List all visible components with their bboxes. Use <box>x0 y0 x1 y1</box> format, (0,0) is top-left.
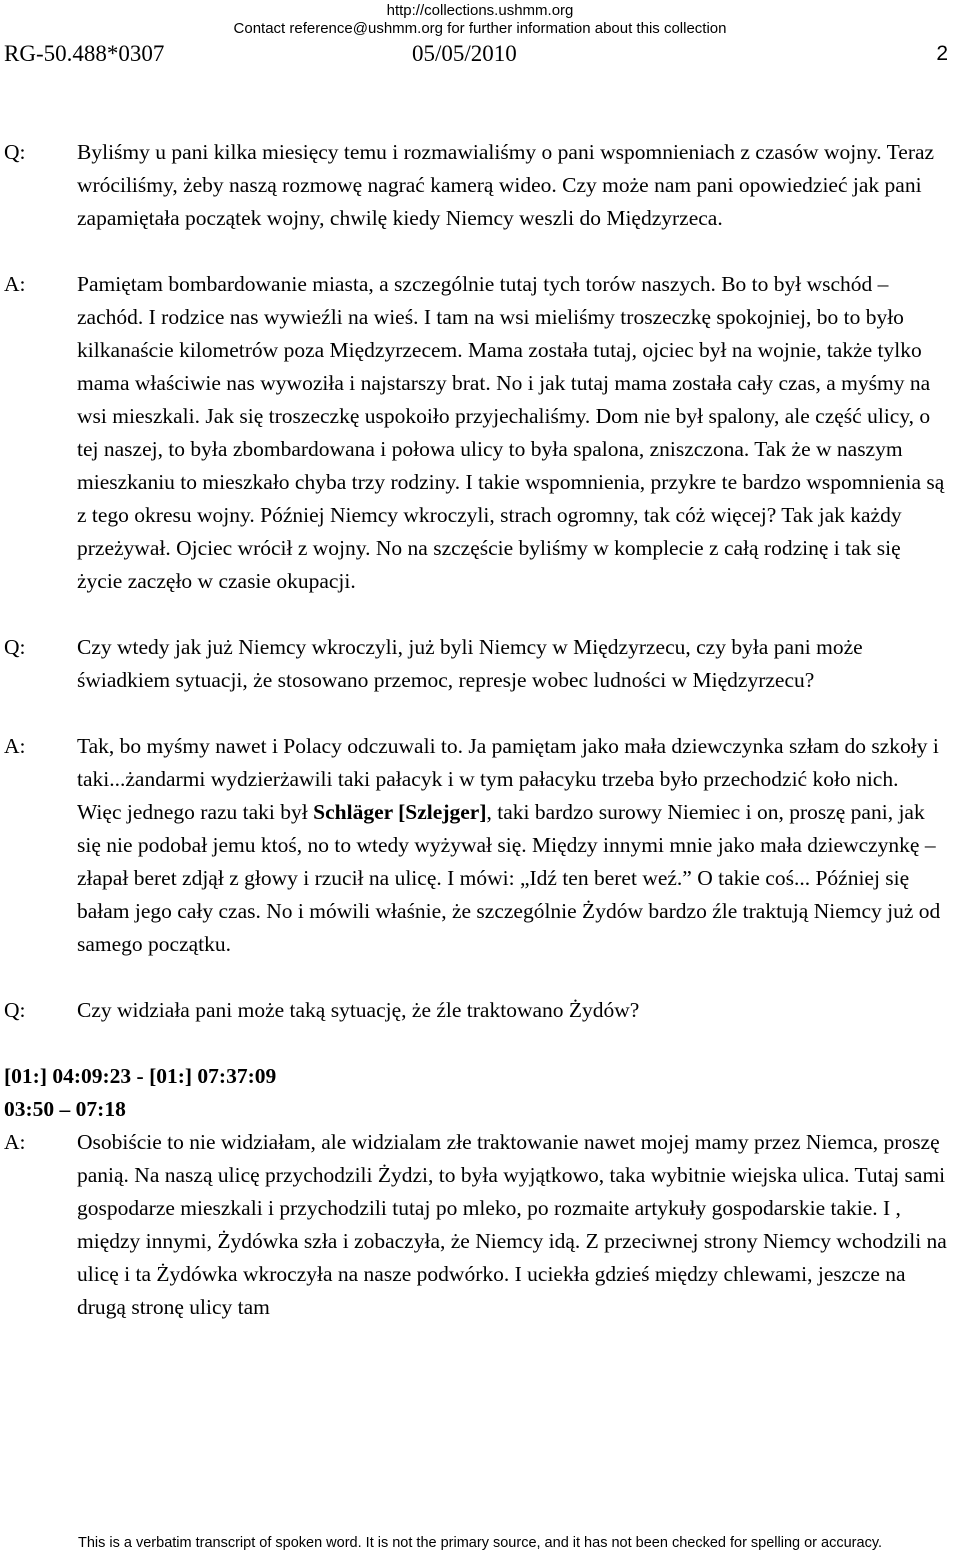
document-date: 05/05/2010 <box>412 41 517 66</box>
entry-text: Pamiętam bombardowanie miasta, a szczególnie tutaj tych torów naszych. Bo to był wschód – zachód. I rodzice nas wywieźli na wieś. I tam na wsi mieliśmy troszeczkę spokojniej, bo to było kilkanaście kilometrów poza Międzyrzecem. Mama została tutaj, ojciec był na wojnie, także tylko mama właściwie nas wywoziła i najstarszy brat. No i jak tutaj mama została cały czas, a myśmy na wsi mieszkali. Jak się troszeczkę uspokoiło przyjechaliśmy. Dom nie był spalony, ale część ulicy, o tej naszej, to była zbombardowana i połowa ulicy to była spalona, zniszczona. Tak że w naszym mieszkaniu to mieszkało chyba trzy rodziny. I takie wspomnienia, przykre te bardzo wspomnienia są z tego okresu wojny. Później Niemcy wkroczyli, strach ogromny, tak cóż więcej? Tak jak każdy przeżywał. Ojciec wrócił z wojny. No na szczęście byliśmy w komplecie z całą rodzinę i tak się życie zaczęło w czasie okupacji. <box>77 272 945 593</box>
document-id: RG-50.488*0307 <box>4 41 165 66</box>
collection-url: http://collections.ushmm.org <box>386 2 574 19</box>
disclaimer-footer: This is a verbatim transcript of spoken word. It is not the primary source, and it has not been checked for spelling or accuracy. <box>77 1535 883 1551</box>
transcript-entry <box>0 136 947 235</box>
speaker-label: Q: <box>4 140 26 164</box>
timecode-relative: 03:50 – 07:18 <box>4 1097 126 1121</box>
transcript-body <box>0 136 960 1357</box>
entry-text-part: Tak, bo myśmy nawet i Polacy odczuwali to. Ja pamiętam jako mała dziewczynka szłam do szkoły i taki...żandarmi wydzierżawili taki pałacyk i w tym pałacyku trzeba było przechodzić koło nich. Więc jednego razu taki był <box>77 734 939 824</box>
entry-text: Czy widziała pani może taką sytuację, że źle traktowano Żydów? <box>77 998 640 1022</box>
speaker-label: A: <box>4 1130 26 1154</box>
speaker-label: A: <box>4 734 26 758</box>
transcript-entry <box>0 631 947 697</box>
entry-text: Czy wtedy jak już Niemcy wkroczyli, już byli Niemcy w Międzyrzecu, czy była pani może świadkiem sytuacji, że stosowano przemoc, represje wobec ludności w Międzyrzecu? <box>77 635 863 692</box>
bold-name: Schläger [Szlejger] <box>313 800 487 824</box>
page-number: 2 <box>936 42 948 65</box>
entry-text: Osobiście to nie widziałam, ale widzialam złe traktowanie nawet mojej mamy przez Niemca, proszę panią. Na naszą ulicę przychodzili Żydzi, to była wyjątkowo, taka wybitnie wiejska ulica. Tutaj sami gospodarze mieszkali i przychodzili tutaj po mleko, po rozmaite artykuły gospodarskie takie. I , między innymi, Żydówka szła i zobaczyła, że Niemcy idą. Z przeciwnej strony Niemcy wchodzili na ulicę i ta Żydówka wkroczyła na nasze podwórko. I uciekła gdzieś między chlewami, jeszcze na drugą stronę ulicy tam <box>77 1130 947 1319</box>
entry-text: Byliśmy u pani kilka miesięcy temu i rozmawialiśmy o pani wspomnieniach z czasów wojny. Teraz wróciliśmy, żeby naszą rozmowę nagrać kamerą wideo. Czy może nam pani opowiedzieć jak pani zapamiętała początek wojny, chwilę kiedy Niemcy weszli do Międzyrzeca. <box>77 140 935 230</box>
transcript-entry <box>0 1126 947 1324</box>
contact-line: Contact reference@ushmm.org for further information about this collection <box>233 20 727 37</box>
speaker-label: A: <box>4 272 26 296</box>
entry-text-part: , taki bardzo surowy Niemiec i on, proszę pani, jak się nie podobał jemu ktoś, no to wtedy wyżywał się. Między innymi mnie jako mała dziewczynkę – złapał beret zdjął z głowy i rzucił na ulicę. I mówi: „Idź ten beret weź.” O takie coś... Później się bałam jego cały czas. No i mówili właśnie, że szczególnie Żydów bardzo źle traktują Niemcy już od samego początku. <box>77 800 941 956</box>
transcript-entry <box>0 268 947 598</box>
transcript-entry <box>0 730 947 961</box>
speaker-label: Q: <box>4 635 26 659</box>
entry-text <box>77 730 947 961</box>
transcript-entry <box>0 994 947 1027</box>
speaker-label: Q: <box>4 998 26 1022</box>
timecode-source: [01:] 04:09:23 - [01:] 07:37:09 <box>4 1064 277 1088</box>
